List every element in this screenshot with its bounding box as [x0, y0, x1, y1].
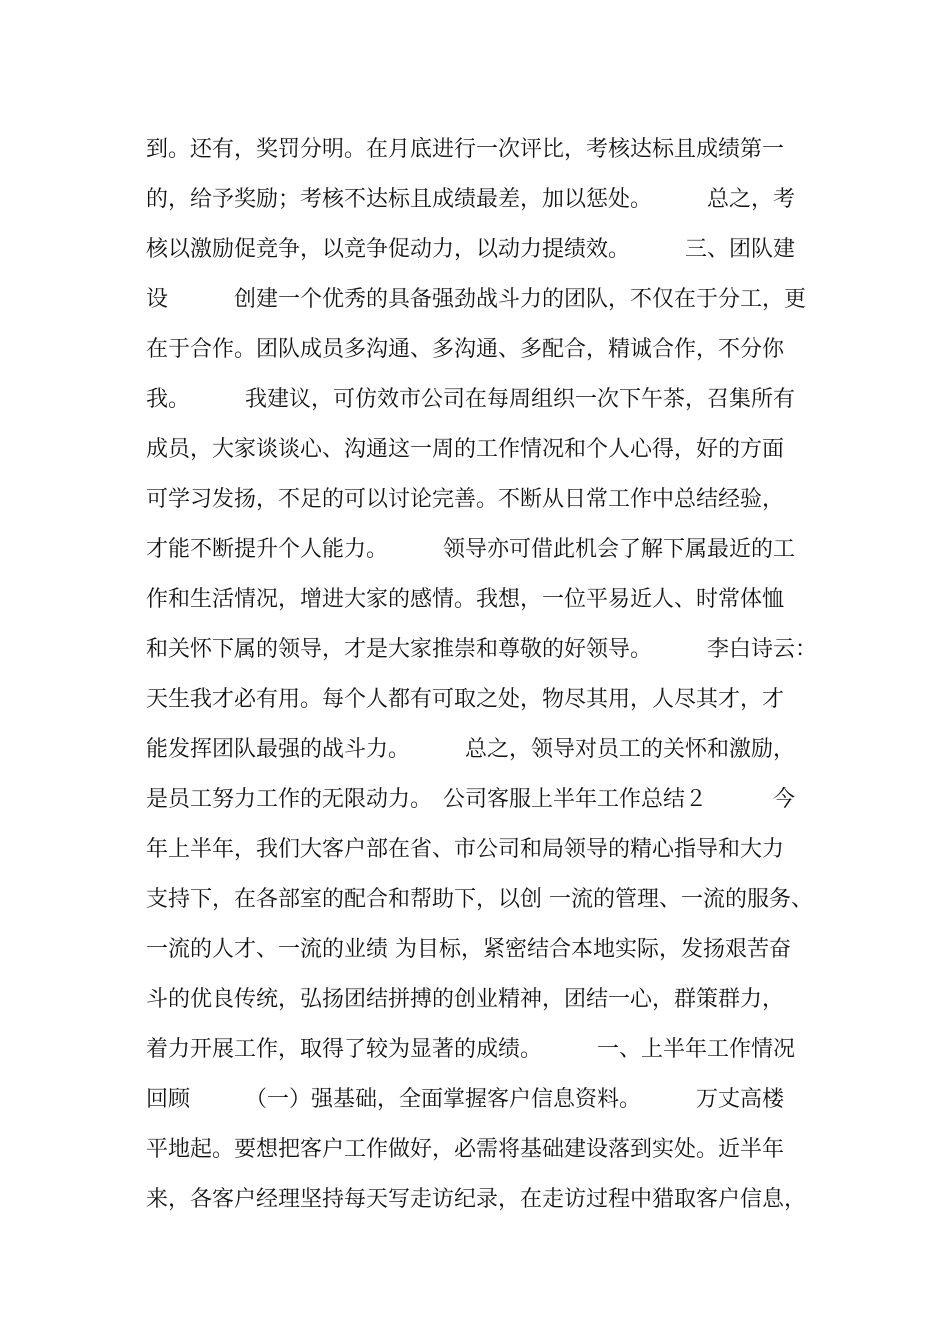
text-line: 一流的人才、一流的业绩 为目标，紧密结合本地实际，发扬艰苦奋 — [146, 937, 791, 962]
text-line: 核以激励促竞争，以竞争促动力，以动力提绩效。 三、团队建 — [146, 237, 796, 262]
text-line: 我。 我建议，可仿效市公司在每周组织一次下午茶，召集所有 — [146, 387, 796, 412]
text-line: 斗的优良传统，弘扬团结拼搏的创业精神，团结一心，群策群力， — [146, 987, 785, 1012]
text-line: 是员工努力工作的无限动力。 公司客服上半年工作总结２ 今 — [146, 787, 796, 812]
text-line: 到。还有，奖罚分明。在月底进行一次评比，考核达标且成绩第一 — [146, 137, 785, 162]
text-line: 设 创建一个优秀的具备强劲战斗力的团队，不仅在于分工，更 — [146, 287, 807, 312]
text-line: 能发挥团队最强的战斗力。 总之，领导对员工的关怀和激励， — [146, 737, 796, 762]
text-line: 才能不断提升个人能力。 领导亦可借此机会了解下属最近的工 — [146, 537, 796, 562]
text-line: 和关怀下属的领导，才是大家推崇和尊敬的好领导。 李白诗云： — [146, 637, 818, 662]
text-line: 年上半年，我们大客户部在省、市公司和局领导的精心指导和大力 — [146, 837, 785, 862]
text-line: 成员，大家谈谈心、沟通这一周的工作情况和个人心得，好的方面 — [146, 437, 785, 462]
text-line: 回顾 （一）强基础，全面掌握客户信息资料。 万丈高楼 — [146, 1087, 785, 1112]
body-text — [146, 125, 836, 1225]
text-line: 支持下，在各部室的配合和帮助下，以创 一流的管理、一流的服务、 — [146, 887, 813, 912]
text-line: 着力开展工作，取得了较为显著的成绩。 一、上半年工作情况 — [146, 1037, 796, 1062]
text-line: 在于合作。团队成员多沟通、多沟通、多配合，精诚合作，不分你 — [146, 337, 785, 362]
text-line: 作和生活情况，增进大家的感情。我想，一位平易近人、时常体恤 — [146, 587, 785, 612]
text-line: 的，给予奖励；考核不达标且成绩最差，加以惩处。 总之，考 — [146, 187, 796, 212]
text-line: 天生我才必有用。每个人都有可取之处，物尽其用，人尽其才，才 — [146, 687, 785, 712]
text-line: 可学习发扬，不足的可以讨论完善。不断从日常工作中总结经验， — [146, 487, 785, 512]
text-line: 来，各客户经理坚持每天写走访纪录，在走访过程中猎取客户信息， — [146, 1187, 807, 1212]
text-line: 平地起。要想把客户工作做好，必需将基础建设落到实处。近半年 — [146, 1137, 785, 1162]
